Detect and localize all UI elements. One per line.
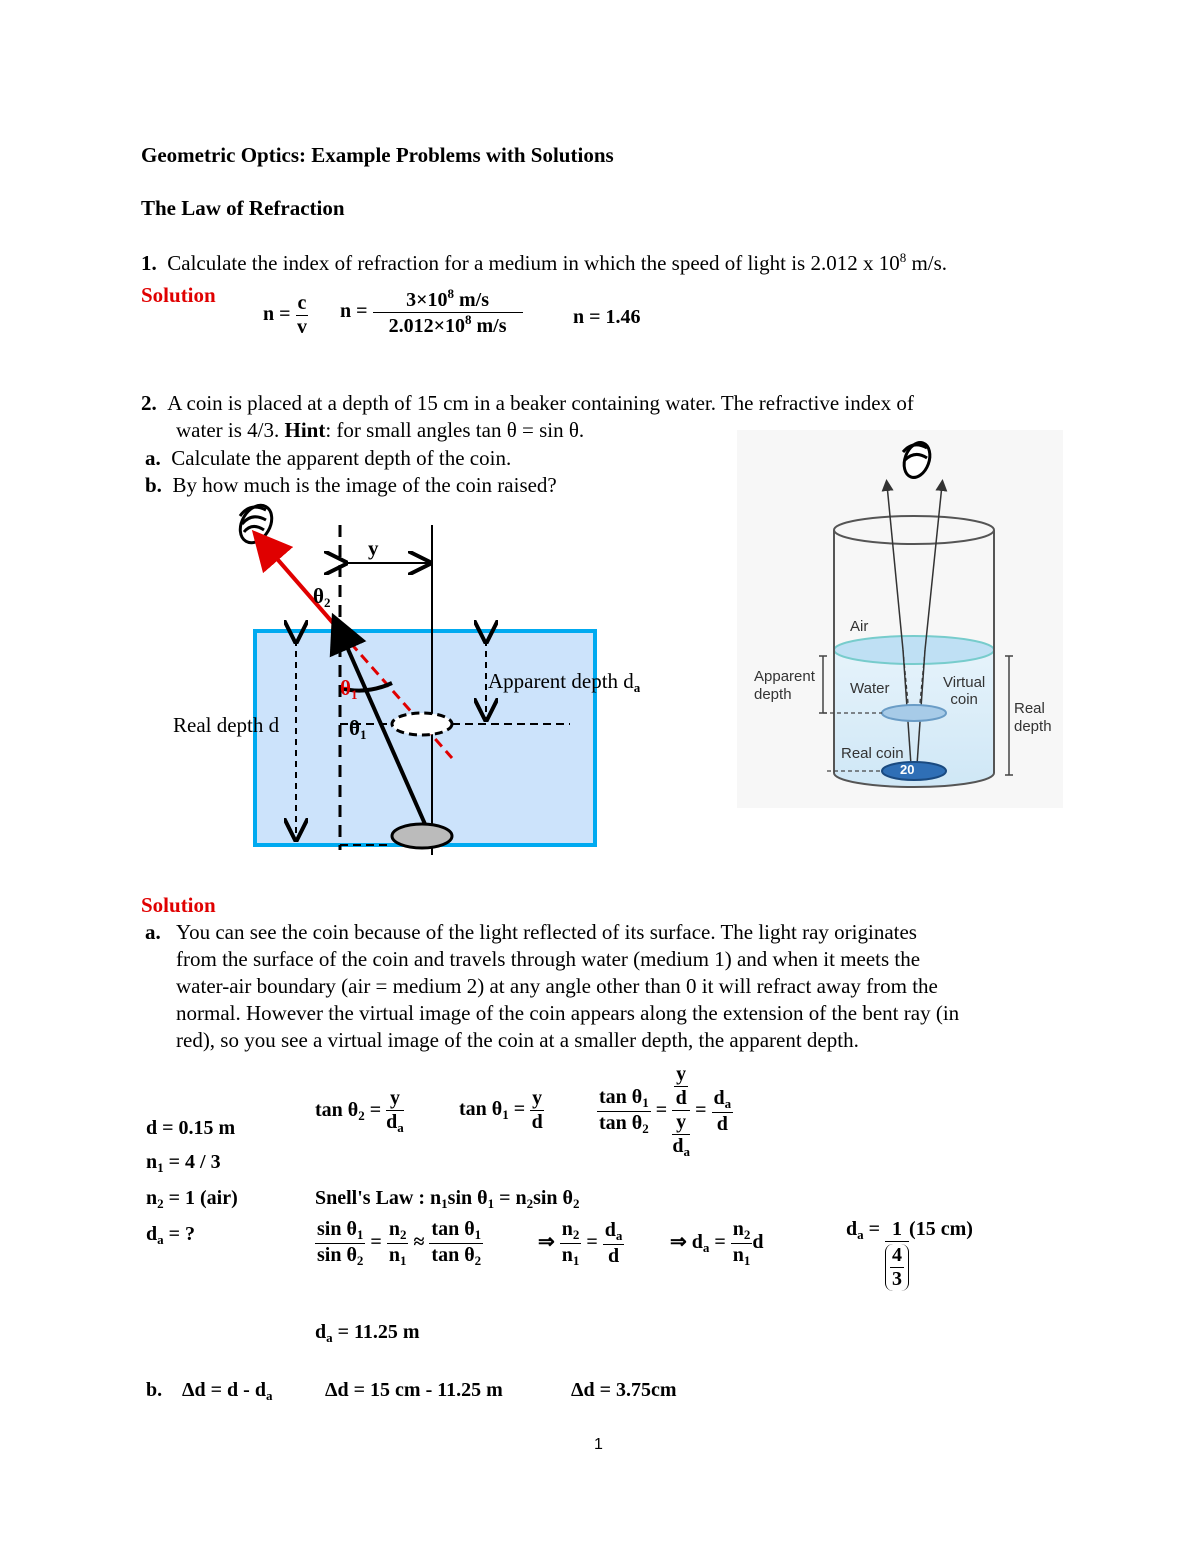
solution-line: red), so you see a virtual image of the coin at a smaller depth, the apparent depth.	[176, 1028, 859, 1052]
eq-n-ratio-da: ⇒ $\frac{n_2}{n_1}$ = $\frac{d_a}{d}$	[538, 1218, 623, 1268]
label-theta1-red: $\theta_1$	[340, 676, 358, 702]
given-d: d = 0.15 m	[146, 1117, 236, 1139]
given-n1: $n_1 = 4 / 3$	[146, 1151, 221, 1175]
water-surface	[834, 636, 994, 664]
problem-2-line1	[141, 391, 914, 416]
eye-icon	[234, 500, 278, 548]
problem-2-line2: water is 4/3. Hint: for small angles tan θ = sin θ.	[176, 418, 585, 442]
hint-label: Hint	[284, 418, 326, 442]
beaker-label-water: Water	[850, 680, 890, 697]
beaker-label-real: Real depth	[1014, 700, 1052, 735]
eq-da-substituted: $d_a$ = $\frac{1}{\frac{4}{3}}$ (15 cm)	[846, 1218, 973, 1290]
label-theta2: $\theta_2$	[313, 584, 331, 610]
problem-1-text: Calculate the index of refraction for a medium in which the speed of light is 2.012 x 10	[167, 251, 900, 275]
eq-delta-d-sub: Δd = 15 cm - 11.25 m	[325, 1379, 503, 1401]
result-apparent-depth: $d_a = 11.25$ m	[315, 1321, 420, 1345]
eq-n: n =	[263, 303, 291, 326]
beaker-label-virtual: Virtual coin	[943, 674, 986, 708]
fraction-speed	[373, 287, 523, 338]
solution-2b-label: b.	[146, 1379, 163, 1401]
label-apparent-depth: Apparent depth $d_a$	[488, 669, 641, 695]
eq-tan-theta2: $\tan \theta_2$ = $\frac{y}{d_a}$	[315, 1087, 404, 1135]
fraction-den: v	[296, 316, 307, 338]
solution-1-label: Solution	[141, 283, 216, 307]
given-n2: $n_2 = 1$ (air)	[146, 1187, 238, 1211]
solution-2a-text	[176, 919, 959, 1054]
section-heading: The Law of Refraction	[141, 196, 345, 220]
beaker-coin-text: 20	[900, 762, 915, 777]
solution-line: normal. However the virtual image of the coin appears along the extension of the bent ray (in	[176, 1001, 960, 1025]
document-title: Geometric Optics: Example Problems with Solutions	[141, 143, 614, 167]
eq-n2: n =	[340, 300, 368, 323]
eq-tan-ratio: $\frac{\tan \theta_1}{\tan \theta_2}$ = $\frac{\frac{y}{d}}{\frac{y}{d_a}}$ = $\frac{d_a}{d}$	[599, 1063, 732, 1159]
beaker-label-real-coin: Real coin	[841, 745, 904, 762]
fraction-c-v	[296, 292, 309, 339]
problem-2b: b. By how much is the image of the coin raised?	[145, 473, 557, 497]
beaker-label-air: Air	[850, 618, 869, 635]
water-box	[255, 631, 595, 845]
real-coin	[392, 824, 452, 848]
eq-tan-theta1: $\tan \theta_1$ = $\frac{y}{d}$	[459, 1087, 543, 1133]
problem-2a: a. Calculate the apparent depth of the coin.	[145, 446, 512, 470]
solution-line: You can see the coin because of the light reflected of its surface. The light ray originates	[176, 920, 917, 944]
result-n: n = 1.46	[573, 306, 641, 328]
problem-1	[141, 250, 947, 276]
problem-2-text: A coin is placed at a depth of 15 cm in a beaker containing water. The refractive index of	[167, 391, 914, 415]
label-theta1-black: $\theta_1$	[349, 716, 367, 742]
problem-1-number: 1.	[141, 251, 157, 275]
virtual-coin	[392, 713, 452, 735]
label-real-depth: Real depth d	[173, 713, 280, 737]
label-y: y	[368, 536, 379, 560]
problem-1-exp: 8	[899, 250, 907, 265]
fraction-den-speed: $2.012\times 10^8$ m/s	[388, 312, 507, 337]
eq-delta-d: $\Delta d = d - d_a$	[182, 1379, 273, 1403]
eq-snell-law: Snell's Law : $n_1\sin$ $\theta_1 = n_2\sin$ $\theta_2$	[315, 1187, 580, 1211]
solution-2-label: Solution	[141, 893, 216, 917]
problem-2-number: 2.	[141, 391, 157, 415]
result-delta-d: Δd = 3.75cm	[571, 1379, 677, 1401]
given-da: $d_a$ = ?	[146, 1223, 196, 1247]
equation-n-value	[340, 287, 523, 338]
beaker-virtual-coin	[882, 705, 946, 721]
beaker-label-apparent: Apparent depth	[754, 668, 815, 703]
fraction-num-speed: $3\times 10^8$ m/s	[373, 287, 523, 313]
eq-sin-ratio: $\frac{\sin \theta_1}{\sin \theta_2}$ = $\frac{n_2}{n_1}$ ≈ $\frac{\tan \theta_1}{\tan \theta_2}$	[317, 1218, 482, 1268]
equation-n-c-over-v	[263, 292, 308, 339]
fraction-num: c	[297, 292, 307, 314]
page-number: 1	[594, 1436, 603, 1453]
solution-line: water-air boundary (air = medium 2) at any angle other than 0 it will refract away from the	[176, 974, 938, 998]
solution-line: from the surface of the coin and travels through water (medium 1) and when it meets the	[176, 947, 921, 971]
problem-1-unit: m/s.	[906, 251, 948, 275]
eq-da-formula: ⇒ $d_a$ = $\frac{n_2}{n_1}$ d	[670, 1218, 764, 1268]
solution-2a-label: a.	[145, 920, 161, 944]
